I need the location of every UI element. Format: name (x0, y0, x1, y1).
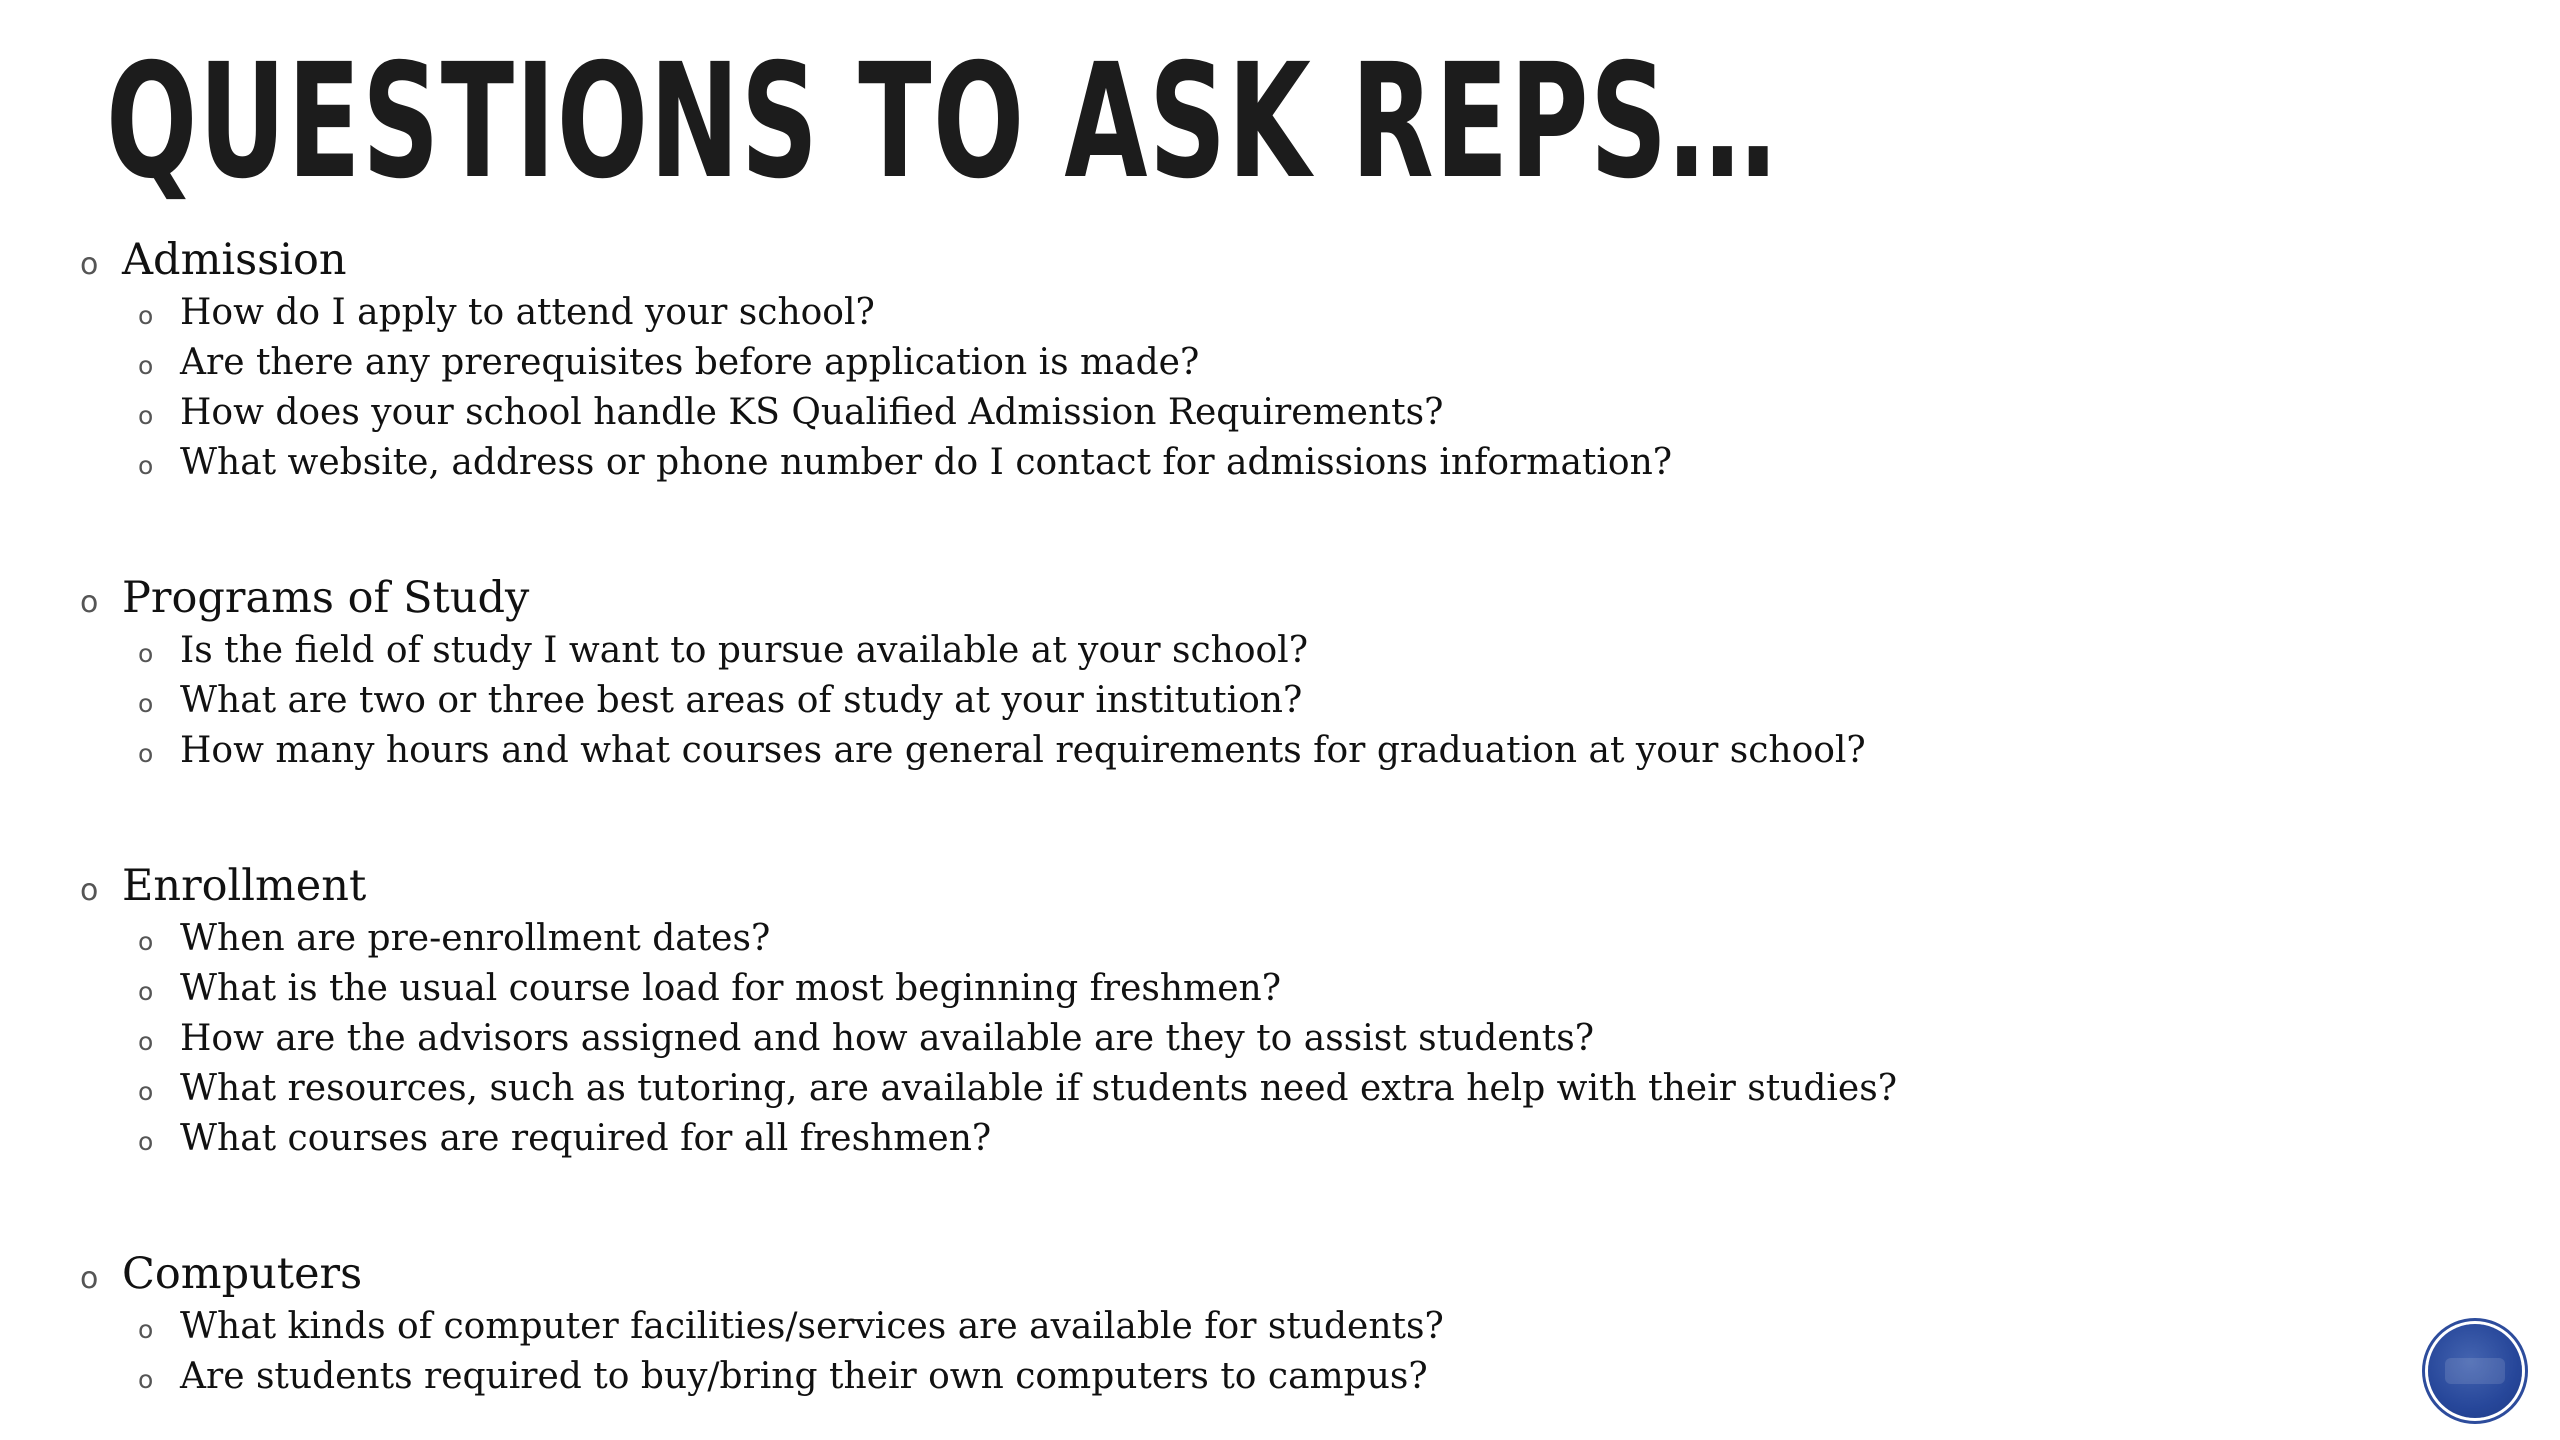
circle-seal-icon (2428, 1324, 2522, 1418)
section-enrollment (80, 858, 2380, 1164)
question-text: How many hours and what courses are general requirements for graduation at your school? (180, 730, 1866, 771)
section-heading-row (80, 1246, 2380, 1302)
question-list (80, 626, 2380, 776)
bullet-icon: o (138, 1315, 154, 1344)
section-heading: Enrollment (122, 861, 367, 911)
section-heading-row (80, 570, 2380, 626)
question-item (138, 964, 2380, 1014)
question-item (138, 1114, 2380, 1164)
question-list (80, 288, 2380, 488)
bullet-icon: o (138, 1127, 154, 1156)
bullet-icon: o (138, 689, 154, 718)
question-list (80, 914, 2380, 1164)
question-text: What courses are required for all freshmen? (180, 1118, 992, 1159)
bullet-icon: o (80, 247, 99, 282)
question-item (138, 338, 2380, 388)
question-list (80, 1302, 2380, 1402)
question-item (138, 1352, 2380, 1402)
bullet-icon: o (138, 351, 154, 380)
bullet-icon: o (80, 1261, 99, 1296)
question-text: Are students required to buy/bring their own computers to campus? (180, 1356, 1428, 1397)
question-item (138, 1302, 2380, 1352)
question-item (138, 438, 2380, 488)
question-text: Is the field of study I want to pursue available at your school? (180, 630, 1308, 671)
question-text: Are there any prerequisites before application is made? (180, 342, 1200, 383)
bullet-icon: o (138, 739, 154, 768)
question-text: What resources, such as tutoring, are available if students need extra help with their studies? (180, 1068, 1897, 1109)
question-item (138, 726, 2380, 776)
question-text: What is the usual course load for most beginning freshmen? (180, 968, 1281, 1009)
bullet-icon: o (138, 977, 154, 1006)
question-text: How does your school handle KS Qualified Admission Requirements? (180, 392, 1444, 433)
question-item (138, 288, 2380, 338)
question-text: When are pre-enrollment dates? (180, 918, 771, 959)
question-item (138, 1064, 2380, 1114)
question-item (138, 1014, 2380, 1064)
bullet-icon: o (138, 401, 154, 430)
bullet-icon: o (138, 1365, 154, 1394)
question-item (138, 676, 2380, 726)
section-computers (80, 1246, 2380, 1402)
bullet-icon: o (138, 301, 154, 330)
question-item (138, 388, 2380, 438)
bullet-icon: o (80, 873, 99, 908)
bullet-icon: o (138, 927, 154, 956)
section-heading-row (80, 232, 2380, 288)
question-text: What website, address or phone number do I contact for admissions information? (180, 442, 1673, 483)
bullet-icon: o (138, 1077, 154, 1106)
section-admission (80, 232, 2380, 488)
question-text: How do I apply to attend your school? (180, 292, 875, 333)
section-heading: Admission (122, 235, 347, 285)
slide-content (80, 232, 2380, 1440)
question-text: What are two or three best areas of study at your institution? (180, 680, 1303, 721)
section-heading: Programs of Study (122, 573, 530, 623)
bullet-icon: o (138, 451, 154, 480)
section-heading-row (80, 858, 2380, 914)
bullet-icon: o (80, 585, 99, 620)
slide-title: QUESTIONS TO ASK REPS… (106, 30, 1778, 214)
question-text: What kinds of computer facilities/services are available for students? (180, 1306, 1444, 1347)
section-heading: Computers (122, 1249, 363, 1299)
seal-detail (2445, 1358, 2505, 1384)
question-item (138, 914, 2380, 964)
section-programs-of-study (80, 570, 2380, 776)
question-item (138, 626, 2380, 676)
question-text: How are the advisors assigned and how available are they to assist students? (180, 1018, 1595, 1059)
bullet-icon: o (138, 639, 154, 668)
bullet-icon: o (138, 1027, 154, 1056)
